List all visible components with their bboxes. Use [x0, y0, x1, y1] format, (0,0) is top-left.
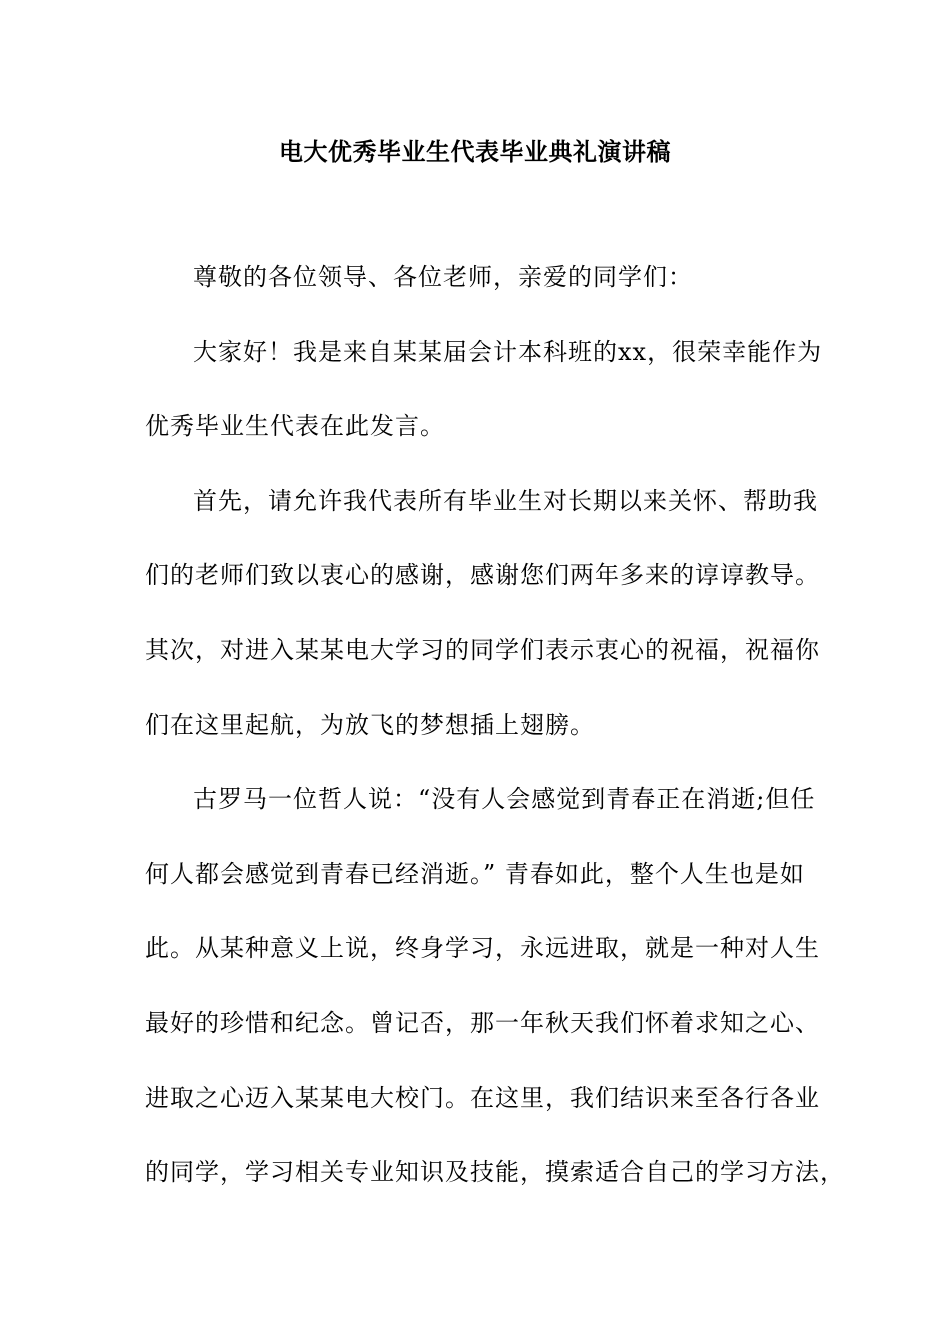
paragraph-line: 们在这里起航，为放飞的梦想插上翅膀。	[145, 711, 595, 739]
paragraph-line: 此。从某种意义上说，终身学习，永远进取，就是一种对人生	[145, 934, 820, 962]
paragraph-line: 进取之心迈入某某电大校门。在这里，我们结识来至各行各业	[145, 1084, 820, 1112]
paragraph-line: 们的老师们致以衷心的感谢，感谢您们两年多来的谆谆教导。	[145, 561, 820, 589]
paragraph-line: 大家好！我是来自某某届会计本科班的xx，很荣幸能作为	[193, 338, 823, 366]
paragraph-line: 首先，请允许我代表所有毕业生对长期以来关怀、帮助我	[193, 487, 818, 515]
paragraph-line: 优秀毕业生代表在此发言。	[145, 412, 445, 440]
paragraph-line: 何人都会感觉到青春已经消逝。” 青春如此，整个人生也是如	[145, 860, 805, 888]
document-title: 电大优秀毕业生代表毕业典礼演讲稿	[279, 137, 671, 166]
paragraph-line: 其次，对进入某某电大学习的同学们表示衷心的祝福，祝福你	[145, 636, 820, 664]
paragraph-line: 古罗马一位哲人说：“没有人会感觉到青春正在消逝;但任	[193, 785, 816, 813]
paragraph-line: 最好的珍惜和纪念。曾记否，那一年秋天我们怀着求知之心、	[145, 1009, 820, 1037]
paragraph-salutation: 尊敬的各位领导、各位老师，亲爱的同学们：	[193, 263, 693, 291]
paragraph-line: 的同学，学习相关专业知识及技能，摸索适合自己的学习方法，	[145, 1158, 845, 1186]
